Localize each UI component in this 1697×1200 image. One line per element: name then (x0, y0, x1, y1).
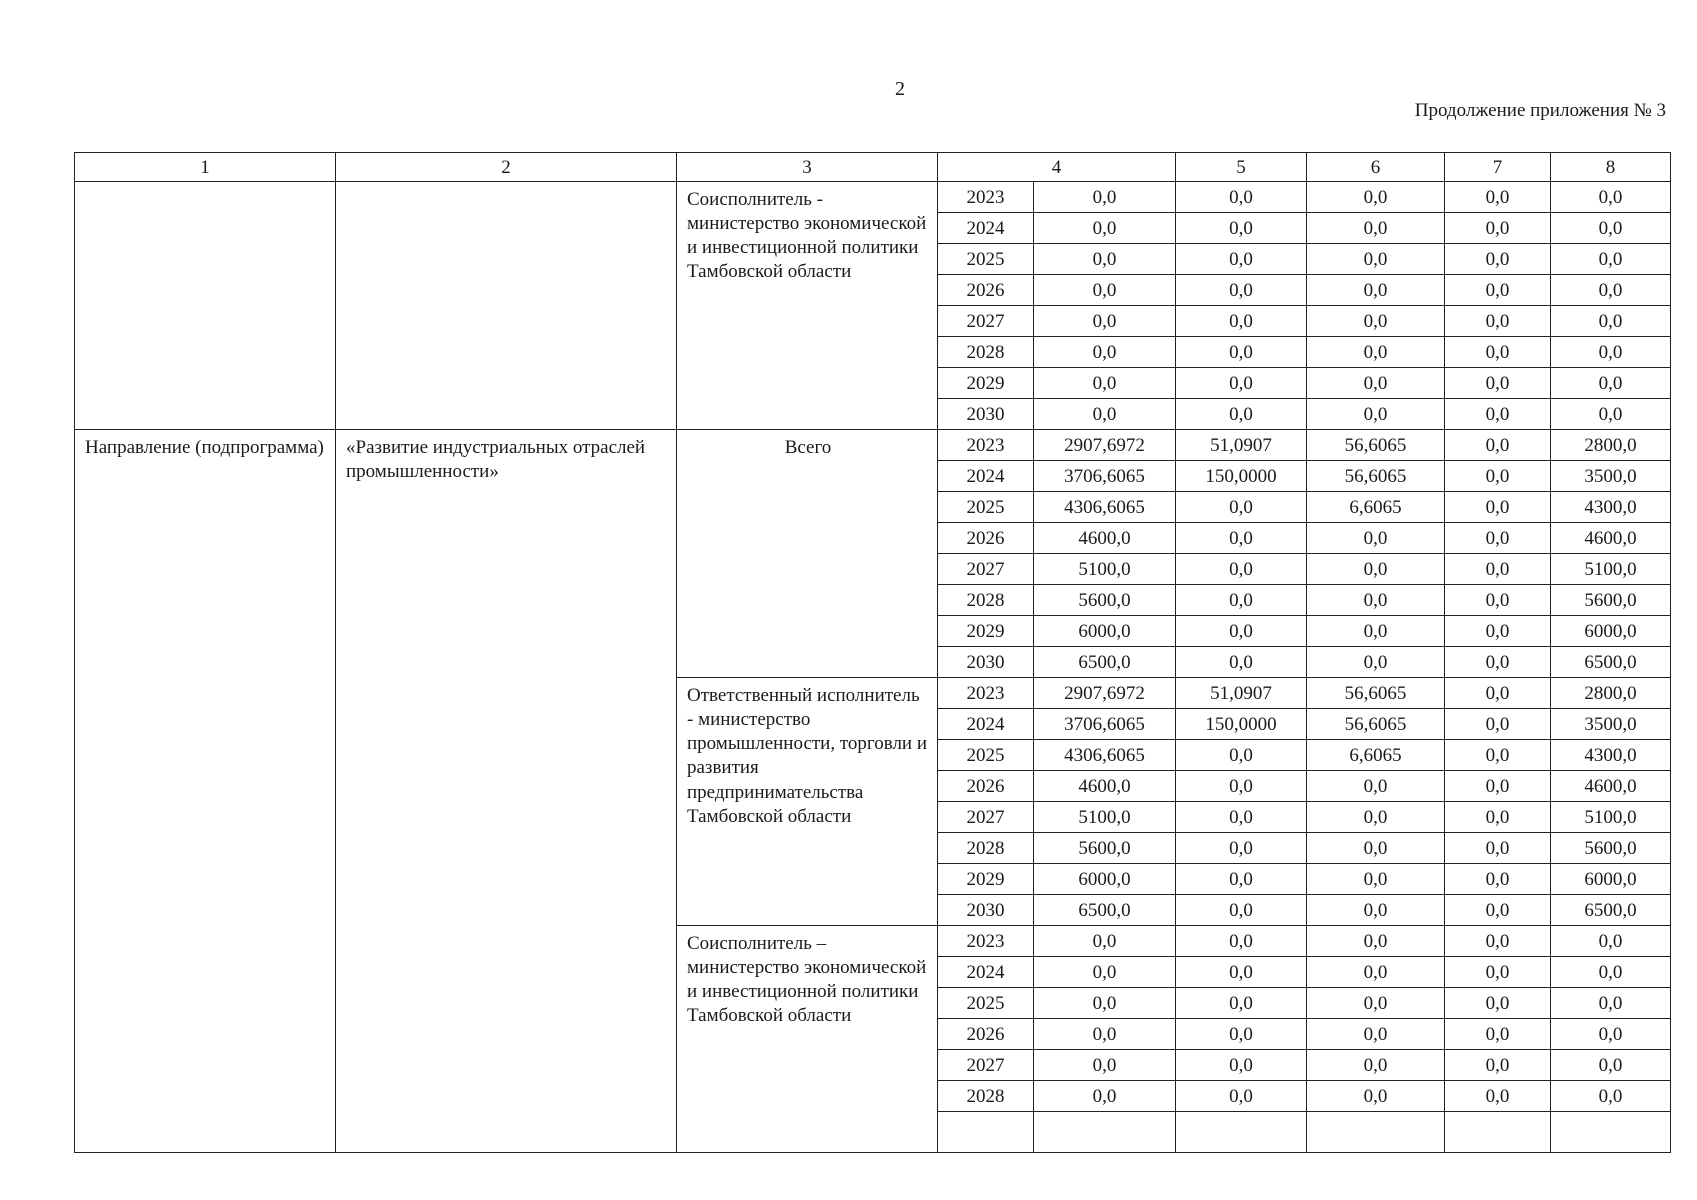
value-cell-c6: 0,0 (1307, 244, 1445, 275)
value-cell-c6: 0,0 (1307, 771, 1445, 802)
value-cell-c6: 0,0 (1307, 864, 1445, 895)
value-cell-c4: 6000,0 (1034, 616, 1176, 647)
header-cell-5: 5 (1176, 153, 1307, 182)
value-cell-c6: 0,0 (1307, 554, 1445, 585)
value-cell-c4: 0,0 (1034, 368, 1176, 399)
value-cell-c5: 0,0 (1176, 864, 1307, 895)
value-cell-c6: 56,6065 (1307, 430, 1445, 461)
value-cell-c8: 4300,0 (1551, 492, 1671, 523)
value-cell-c5: 150,0000 (1176, 461, 1307, 492)
executor-cell: Всего (677, 430, 938, 678)
year-cell: 2026 (938, 771, 1034, 802)
value-cell-c8: 2800,0 (1551, 678, 1671, 709)
value-cell-c7: 0,0 (1445, 337, 1551, 368)
year-cell: 2026 (938, 275, 1034, 306)
value-cell-c6: 0,0 (1307, 616, 1445, 647)
executor-cell: Ответственный исполнитель - министерство промышленности, торговли и развития предпринимательства Тамбовской области (677, 678, 938, 926)
value-cell-c5: 0,0 (1176, 523, 1307, 554)
value-cell-c7: 0,0 (1445, 213, 1551, 244)
year-cell: 2024 (938, 957, 1034, 988)
year-cell: 2026 (938, 1019, 1034, 1050)
value-cell-c5: 0,0 (1176, 306, 1307, 337)
filler-cell (1307, 1112, 1445, 1153)
value-cell-c5: 0,0 (1176, 1081, 1307, 1112)
value-cell-c6: 0,0 (1307, 368, 1445, 399)
value-cell-c4: 0,0 (1034, 337, 1176, 368)
value-cell-c4: 5600,0 (1034, 585, 1176, 616)
year-cell: 2024 (938, 461, 1034, 492)
value-cell-c4: 0,0 (1034, 275, 1176, 306)
header-cell-6: 6 (1307, 153, 1445, 182)
value-cell-c5: 0,0 (1176, 182, 1307, 213)
value-cell-c5: 0,0 (1176, 1019, 1307, 1050)
value-cell-c7: 0,0 (1445, 957, 1551, 988)
year-cell: 2027 (938, 554, 1034, 585)
year-cell: 2028 (938, 585, 1034, 616)
value-cell-c6: 0,0 (1307, 926, 1445, 957)
value-cell-c7: 0,0 (1445, 1019, 1551, 1050)
value-cell-c4: 3706,6065 (1034, 461, 1176, 492)
value-cell-c5: 0,0 (1176, 895, 1307, 926)
value-cell-c4: 6000,0 (1034, 864, 1176, 895)
value-cell-c7: 0,0 (1445, 864, 1551, 895)
value-cell-c5: 0,0 (1176, 213, 1307, 244)
value-cell-c5: 0,0 (1176, 647, 1307, 678)
direction-label: Направление (подпрограмма) (75, 430, 336, 1153)
col2-empty-cell (336, 182, 677, 430)
value-cell-c8: 0,0 (1551, 988, 1671, 1019)
filler-cell (938, 1112, 1034, 1153)
value-cell-c7: 0,0 (1445, 554, 1551, 585)
col1-empty-cell (75, 182, 336, 430)
value-cell-c5: 0,0 (1176, 802, 1307, 833)
value-cell-c7: 0,0 (1445, 802, 1551, 833)
value-cell-c4: 0,0 (1034, 957, 1176, 988)
value-cell-c6: 0,0 (1307, 337, 1445, 368)
value-cell-c5: 0,0 (1176, 616, 1307, 647)
value-cell-c5: 0,0 (1176, 957, 1307, 988)
value-cell-c8: 6000,0 (1551, 616, 1671, 647)
year-cell: 2028 (938, 1081, 1034, 1112)
value-cell-c6: 0,0 (1307, 585, 1445, 616)
value-cell-c4: 5100,0 (1034, 554, 1176, 585)
value-cell-c5: 0,0 (1176, 275, 1307, 306)
value-cell-c4: 3706,6065 (1034, 709, 1176, 740)
header-cell-4: 4 (938, 153, 1176, 182)
value-cell-c4: 4600,0 (1034, 771, 1176, 802)
value-cell-c5: 0,0 (1176, 337, 1307, 368)
value-cell-c8: 0,0 (1551, 368, 1671, 399)
year-cell: 2027 (938, 306, 1034, 337)
value-cell-c8: 5100,0 (1551, 802, 1671, 833)
year-cell: 2029 (938, 616, 1034, 647)
year-cell: 2029 (938, 864, 1034, 895)
year-cell: 2025 (938, 988, 1034, 1019)
value-cell-c4: 2907,6972 (1034, 430, 1176, 461)
value-cell-c5: 51,0907 (1176, 678, 1307, 709)
value-cell-c8: 2800,0 (1551, 430, 1671, 461)
value-cell-c7: 0,0 (1445, 616, 1551, 647)
value-cell-c7: 0,0 (1445, 988, 1551, 1019)
budget-table (74, 152, 1671, 1153)
value-cell-c4: 4306,6065 (1034, 492, 1176, 523)
value-cell-c5: 0,0 (1176, 244, 1307, 275)
value-cell-c5: 0,0 (1176, 554, 1307, 585)
value-cell-c7: 0,0 (1445, 585, 1551, 616)
value-cell-c6: 56,6065 (1307, 461, 1445, 492)
value-cell-c7: 0,0 (1445, 430, 1551, 461)
value-cell-c8: 0,0 (1551, 182, 1671, 213)
value-cell-c7: 0,0 (1445, 895, 1551, 926)
year-cell: 2026 (938, 523, 1034, 554)
filler-cell (1551, 1112, 1671, 1153)
value-cell-c8: 0,0 (1551, 957, 1671, 988)
value-cell-c8: 3500,0 (1551, 461, 1671, 492)
value-cell-c7: 0,0 (1445, 492, 1551, 523)
value-cell-c5: 0,0 (1176, 1050, 1307, 1081)
value-cell-c6: 0,0 (1307, 895, 1445, 926)
value-cell-c6: 0,0 (1307, 957, 1445, 988)
year-cell: 2024 (938, 213, 1034, 244)
value-cell-c8: 0,0 (1551, 337, 1671, 368)
executor-cell: Соисполнитель – министерство экономической и инвестиционной политики Тамбовской области (677, 926, 938, 1153)
value-cell-c8: 0,0 (1551, 1050, 1671, 1081)
value-cell-c8: 5100,0 (1551, 554, 1671, 585)
value-cell-c5: 150,0000 (1176, 709, 1307, 740)
page-number: 2 (895, 78, 905, 100)
value-cell-c6: 0,0 (1307, 399, 1445, 430)
year-cell: 2028 (938, 337, 1034, 368)
year-cell: 2030 (938, 647, 1034, 678)
header-cell-1: 1 (75, 153, 336, 182)
value-cell-c5: 0,0 (1176, 492, 1307, 523)
value-cell-c8: 6500,0 (1551, 895, 1671, 926)
value-cell-c4: 6500,0 (1034, 647, 1176, 678)
value-cell-c4: 0,0 (1034, 182, 1176, 213)
value-cell-c7: 0,0 (1445, 306, 1551, 337)
value-cell-c6: 0,0 (1307, 647, 1445, 678)
executor-cell: Соисполнитель - министерство экономической и инвестиционной политики Тамбовской области (677, 182, 938, 430)
value-cell-c5: 0,0 (1176, 771, 1307, 802)
value-cell-c4: 0,0 (1034, 399, 1176, 430)
value-cell-c6: 0,0 (1307, 182, 1445, 213)
value-cell-c4: 0,0 (1034, 1050, 1176, 1081)
year-cell: 2023 (938, 182, 1034, 213)
value-cell-c8: 4600,0 (1551, 771, 1671, 802)
value-cell-c7: 0,0 (1445, 771, 1551, 802)
value-cell-c4: 0,0 (1034, 213, 1176, 244)
year-cell: 2025 (938, 244, 1034, 275)
value-cell-c4: 2907,6972 (1034, 678, 1176, 709)
value-cell-c4: 0,0 (1034, 244, 1176, 275)
value-cell-c7: 0,0 (1445, 1050, 1551, 1081)
value-cell-c7: 0,0 (1445, 1081, 1551, 1112)
value-cell-c6: 56,6065 (1307, 709, 1445, 740)
value-cell-c7: 0,0 (1445, 709, 1551, 740)
year-cell: 2023 (938, 430, 1034, 461)
value-cell-c5: 0,0 (1176, 740, 1307, 771)
value-cell-c8: 5600,0 (1551, 833, 1671, 864)
table-row (75, 430, 1671, 461)
value-cell-c4: 0,0 (1034, 306, 1176, 337)
header-cell-2: 2 (336, 153, 677, 182)
value-cell-c8: 4600,0 (1551, 523, 1671, 554)
value-cell-c8: 6500,0 (1551, 647, 1671, 678)
value-cell-c5: 0,0 (1176, 368, 1307, 399)
table-row (75, 182, 1671, 213)
value-cell-c4: 0,0 (1034, 1019, 1176, 1050)
filler-cell (1034, 1112, 1176, 1153)
year-cell: 2024 (938, 709, 1034, 740)
value-cell-c7: 0,0 (1445, 740, 1551, 771)
value-cell-c7: 0,0 (1445, 926, 1551, 957)
value-cell-c6: 0,0 (1307, 523, 1445, 554)
year-cell: 2023 (938, 926, 1034, 957)
value-cell-c6: 56,6065 (1307, 678, 1445, 709)
value-cell-c6: 0,0 (1307, 1081, 1445, 1112)
value-cell-c8: 3500,0 (1551, 709, 1671, 740)
value-cell-c8: 0,0 (1551, 926, 1671, 957)
value-cell-c7: 0,0 (1445, 647, 1551, 678)
value-cell-c6: 0,0 (1307, 802, 1445, 833)
value-cell-c5: 0,0 (1176, 926, 1307, 957)
value-cell-c6: 6,6065 (1307, 492, 1445, 523)
value-cell-c7: 0,0 (1445, 275, 1551, 306)
header-row (75, 153, 1671, 182)
value-cell-c8: 6000,0 (1551, 864, 1671, 895)
value-cell-c6: 0,0 (1307, 306, 1445, 337)
value-cell-c7: 0,0 (1445, 461, 1551, 492)
value-cell-c4: 4306,6065 (1034, 740, 1176, 771)
filler-cell (1176, 1112, 1307, 1153)
value-cell-c8: 5600,0 (1551, 585, 1671, 616)
value-cell-c8: 0,0 (1551, 244, 1671, 275)
value-cell-c5: 0,0 (1176, 399, 1307, 430)
value-cell-c6: 0,0 (1307, 213, 1445, 244)
value-cell-c7: 0,0 (1445, 833, 1551, 864)
value-cell-c8: 4300,0 (1551, 740, 1671, 771)
year-cell: 2029 (938, 368, 1034, 399)
value-cell-c8: 0,0 (1551, 1081, 1671, 1112)
value-cell-c5: 0,0 (1176, 988, 1307, 1019)
header-cell-8: 8 (1551, 153, 1671, 182)
value-cell-c8: 0,0 (1551, 213, 1671, 244)
value-cell-c6: 0,0 (1307, 1050, 1445, 1081)
value-cell-c5: 51,0907 (1176, 430, 1307, 461)
value-cell-c4: 6500,0 (1034, 895, 1176, 926)
year-cell: 2030 (938, 399, 1034, 430)
value-cell-c4: 5100,0 (1034, 802, 1176, 833)
value-cell-c4: 0,0 (1034, 926, 1176, 957)
value-cell-c5: 0,0 (1176, 585, 1307, 616)
value-cell-c8: 0,0 (1551, 399, 1671, 430)
value-cell-c7: 0,0 (1445, 678, 1551, 709)
value-cell-c6: 0,0 (1307, 988, 1445, 1019)
value-cell-c7: 0,0 (1445, 523, 1551, 554)
value-cell-c5: 0,0 (1176, 833, 1307, 864)
value-cell-c6: 0,0 (1307, 275, 1445, 306)
value-cell-c8: 0,0 (1551, 306, 1671, 337)
value-cell-c6: 0,0 (1307, 1019, 1445, 1050)
year-cell: 2030 (938, 895, 1034, 926)
value-cell-c6: 6,6065 (1307, 740, 1445, 771)
subprogram-name: «Развитие индустриальных отраслей промышленности» (336, 430, 677, 1153)
header-cell-7: 7 (1445, 153, 1551, 182)
value-cell-c6: 0,0 (1307, 833, 1445, 864)
value-cell-c7: 0,0 (1445, 368, 1551, 399)
continuation-label: Продолжение приложения № 3 (1414, 100, 1666, 121)
value-cell-c4: 5600,0 (1034, 833, 1176, 864)
value-cell-c8: 0,0 (1551, 275, 1671, 306)
value-cell-c4: 0,0 (1034, 988, 1176, 1019)
filler-cell (1445, 1112, 1551, 1153)
year-cell: 2027 (938, 802, 1034, 833)
value-cell-c7: 0,0 (1445, 399, 1551, 430)
value-cell-c7: 0,0 (1445, 182, 1551, 213)
year-cell: 2023 (938, 678, 1034, 709)
value-cell-c4: 4600,0 (1034, 523, 1176, 554)
value-cell-c4: 0,0 (1034, 1081, 1176, 1112)
year-cell: 2027 (938, 1050, 1034, 1081)
year-cell: 2028 (938, 833, 1034, 864)
value-cell-c7: 0,0 (1445, 244, 1551, 275)
year-cell: 2025 (938, 492, 1034, 523)
header-cell-3: 3 (677, 153, 938, 182)
year-cell: 2025 (938, 740, 1034, 771)
value-cell-c8: 0,0 (1551, 1019, 1671, 1050)
